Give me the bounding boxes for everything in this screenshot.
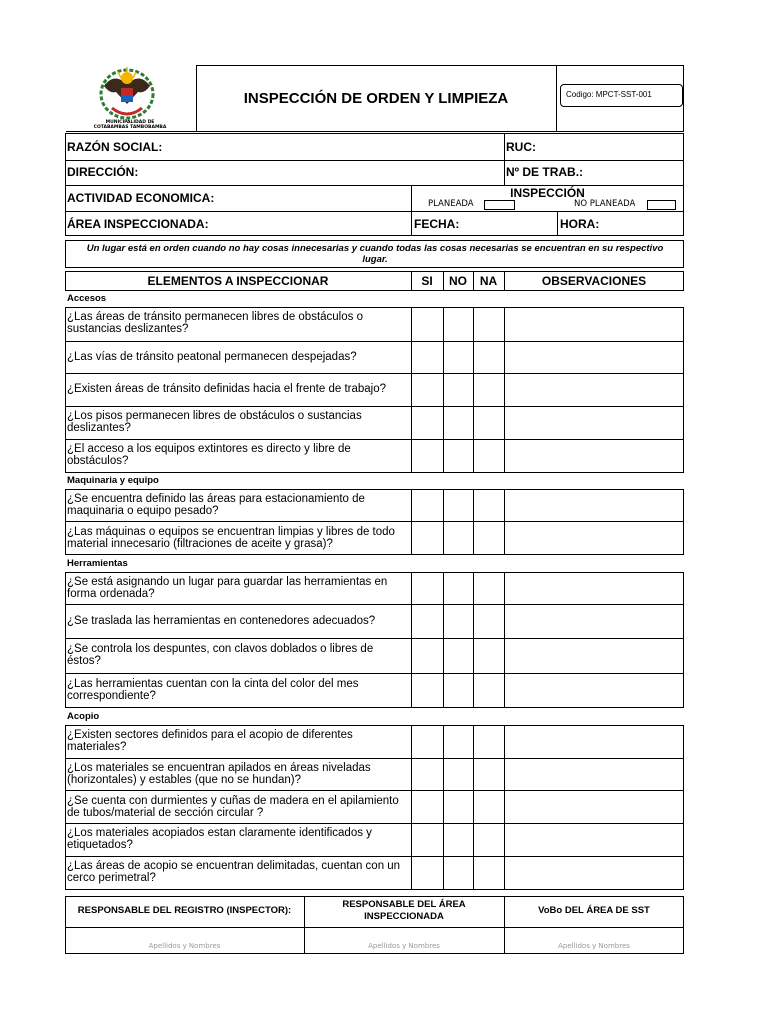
- logo-underline: [66, 131, 196, 132]
- logo-caption-line-1: MUNICIPALIDAD DE: [105, 120, 155, 125]
- herramientas-row-line-2: [65, 638, 684, 639]
- accesos-row-line-1: [65, 341, 684, 342]
- question-acopio-5: ¿Las áreas de acopio se encuentran delimitadas, cuentan con un cerco perimetral?: [67, 860, 401, 884]
- maquinaria-col-line-4: [504, 489, 505, 555]
- th-na: NA: [479, 274, 498, 288]
- signature-vobo-name: Apellidos y Nombres: [558, 942, 630, 950]
- title-divider: [556, 65, 557, 132]
- acopio-col-line-4: [504, 725, 505, 890]
- maquinaria-row-line-1: [65, 521, 684, 522]
- question-maquinaria-1: ¿Se encuentra definido las áreas para estacionamiento de maquinaria o equipo pesado?: [67, 493, 365, 517]
- municipal-logo: [92, 64, 162, 124]
- actividad-economica-label: ACTIVIDAD ECONOMICA:: [67, 191, 215, 205]
- signature-area-label: RESPONSABLE DEL ÁREA INSPECCIONADA: [342, 899, 466, 922]
- acopio-col-line-1: [411, 725, 412, 890]
- accesos-col-line-3: [473, 307, 474, 473]
- section-herramientas: Herramientas: [67, 558, 128, 569]
- section-accesos: Accesos: [67, 293, 107, 304]
- question-acopio-2: ¿Los materiales se encuentran apilados en áreas niveladas (horizontales) y estables (que no se hundan)?: [67, 762, 371, 786]
- herramientas-col-line-3: [473, 572, 474, 708]
- info-row-line-3: [65, 211, 684, 212]
- info-col-line-hora: [557, 211, 558, 236]
- question-accesos-5: ¿El acceso a los equipos extintores es directo y libre de obstáculos?: [67, 443, 351, 467]
- question-accesos-2: ¿Las vías de tránsito peatonal permanecen despejadas?: [67, 351, 357, 363]
- herramientas-row-line-1: [65, 604, 684, 605]
- acopio-row-line-1: [65, 758, 684, 759]
- question-acopio-4: ¿Los materiales acopiados estan claramente identificados y etiquetados?: [67, 827, 372, 851]
- herramientas-col-line-2: [443, 572, 444, 708]
- acopio-col-line-3: [473, 725, 474, 890]
- info-col-line-ruc: [504, 133, 505, 185]
- acopio-row-line-3: [65, 823, 684, 824]
- no-planeada-label: NO PLANEADA: [574, 199, 636, 209]
- accesos-col-line-4: [504, 307, 505, 473]
- question-accesos-4: ¿Los pisos permanecen libres de obstáculos o sustancias deslizantes?: [67, 410, 362, 434]
- question-acopio-3: ¿Se cuenta con durmientes y cuñas de madera en el apilamiento de tubos/material de sección circular ?: [67, 795, 399, 819]
- document-code: Codigo: MPCT-SST-001: [566, 90, 652, 99]
- no-planeada-checkbox[interactable]: [647, 200, 676, 210]
- question-herramientas-2: ¿Se traslada las herramientas en contenedores adecuados?: [67, 615, 376, 627]
- herramientas-col-line-4: [504, 572, 505, 708]
- logo-caption-line-2: COTABAMBAS TAMBOBAMBA: [93, 125, 167, 130]
- signature-inspector-label: RESPONSABLE DEL REGISTRO (INSPECTOR):: [77, 905, 292, 916]
- question-herramientas-1: ¿Se está asignando un lugar para guardar las herramientas en forma ordenada?: [67, 576, 388, 600]
- acopio-row-line-2: [65, 790, 684, 791]
- logo-caption: [84, 120, 176, 130]
- ruc-label: RUC:: [506, 140, 536, 154]
- accesos-row-line-3: [65, 406, 684, 407]
- acopio-col-line-2: [443, 725, 444, 890]
- th-elementos: ELEMENTOS A INSPECCIONAR: [147, 274, 329, 288]
- inspeccion-label: INSPECCIÓN: [510, 186, 585, 200]
- herramientas-row-line-3: [65, 673, 684, 674]
- n-trab-label: Nº DE TRAB.:: [506, 165, 584, 179]
- page-title: INSPECCIÓN DE ORDEN Y LIMPIEZA: [243, 90, 509, 107]
- planeada-label: PLANEADA: [428, 199, 474, 209]
- maquinaria-col-line-1: [411, 489, 412, 555]
- coat-of-arms-icon: [92, 64, 162, 124]
- planeada-checkbox[interactable]: [484, 200, 515, 210]
- question-accesos-1: ¿Las áreas de tránsito permanecen libres de obstáculos o sustancias deslizantes?: [67, 311, 363, 335]
- info-row-line-1: [65, 160, 684, 161]
- acopio-row-line-4: [65, 856, 684, 857]
- section-acopio: Acopio: [67, 711, 100, 722]
- question-maquinaria-2: ¿Las máquinas o equipos se encuentran limpias y libres de todo material innecesario (filtraciones de aceite y grasa)?: [67, 526, 395, 550]
- th-observaciones: OBSERVACIONES: [541, 274, 647, 288]
- question-accesos-3: ¿Existen áreas de tránsito definidas hacia el frente de trabajo?: [67, 383, 386, 395]
- accesos-col-line-1: [411, 307, 412, 473]
- accesos-row-line-2: [65, 373, 684, 374]
- accesos-row-line-4: [65, 439, 684, 440]
- maquinaria-col-line-2: [443, 489, 444, 555]
- signature-row-line: [65, 927, 684, 928]
- maquinaria-col-line-3: [473, 489, 474, 555]
- th-si: SI: [421, 274, 433, 288]
- note-text: Un lugar está en orden cuando no hay cosas innecesarias y cuando todas las cosas necesarias se encuentran en su respectivo lugar.: [86, 243, 664, 265]
- section-maquinaria: Maquinaria y equipo: [67, 475, 159, 486]
- area-inspeccionada-label: ÁREA INSPECCIONADA:: [67, 217, 209, 231]
- fecha-label: FECHA:: [414, 217, 460, 231]
- razon-social-label: RAZÓN SOCIAL:: [67, 140, 163, 154]
- direccion-label: DIRECCIÓN:: [67, 165, 139, 179]
- signature-vobo-label: VoBo DEL ÁREA DE SST: [538, 905, 650, 916]
- signature-inspector-name: Apellidos y Nombres: [148, 942, 221, 950]
- question-acopio-1: ¿Existen sectores definidos para el acopio de diferentes materiales?: [67, 729, 353, 753]
- accesos-col-line-2: [443, 307, 444, 473]
- herramientas-col-line-1: [411, 572, 412, 708]
- th-no: NO: [449, 274, 467, 288]
- signature-area-name: Apellidos y Nombres: [368, 942, 440, 950]
- question-herramientas-3: ¿Se controla los despuntes, con clavos doblados o libres de éstos?: [67, 643, 374, 667]
- question-herramientas-4: ¿Las herramientas cuentan con la cinta del color del mes correspondiente?: [67, 678, 359, 702]
- hora-label: HORA:: [560, 217, 600, 231]
